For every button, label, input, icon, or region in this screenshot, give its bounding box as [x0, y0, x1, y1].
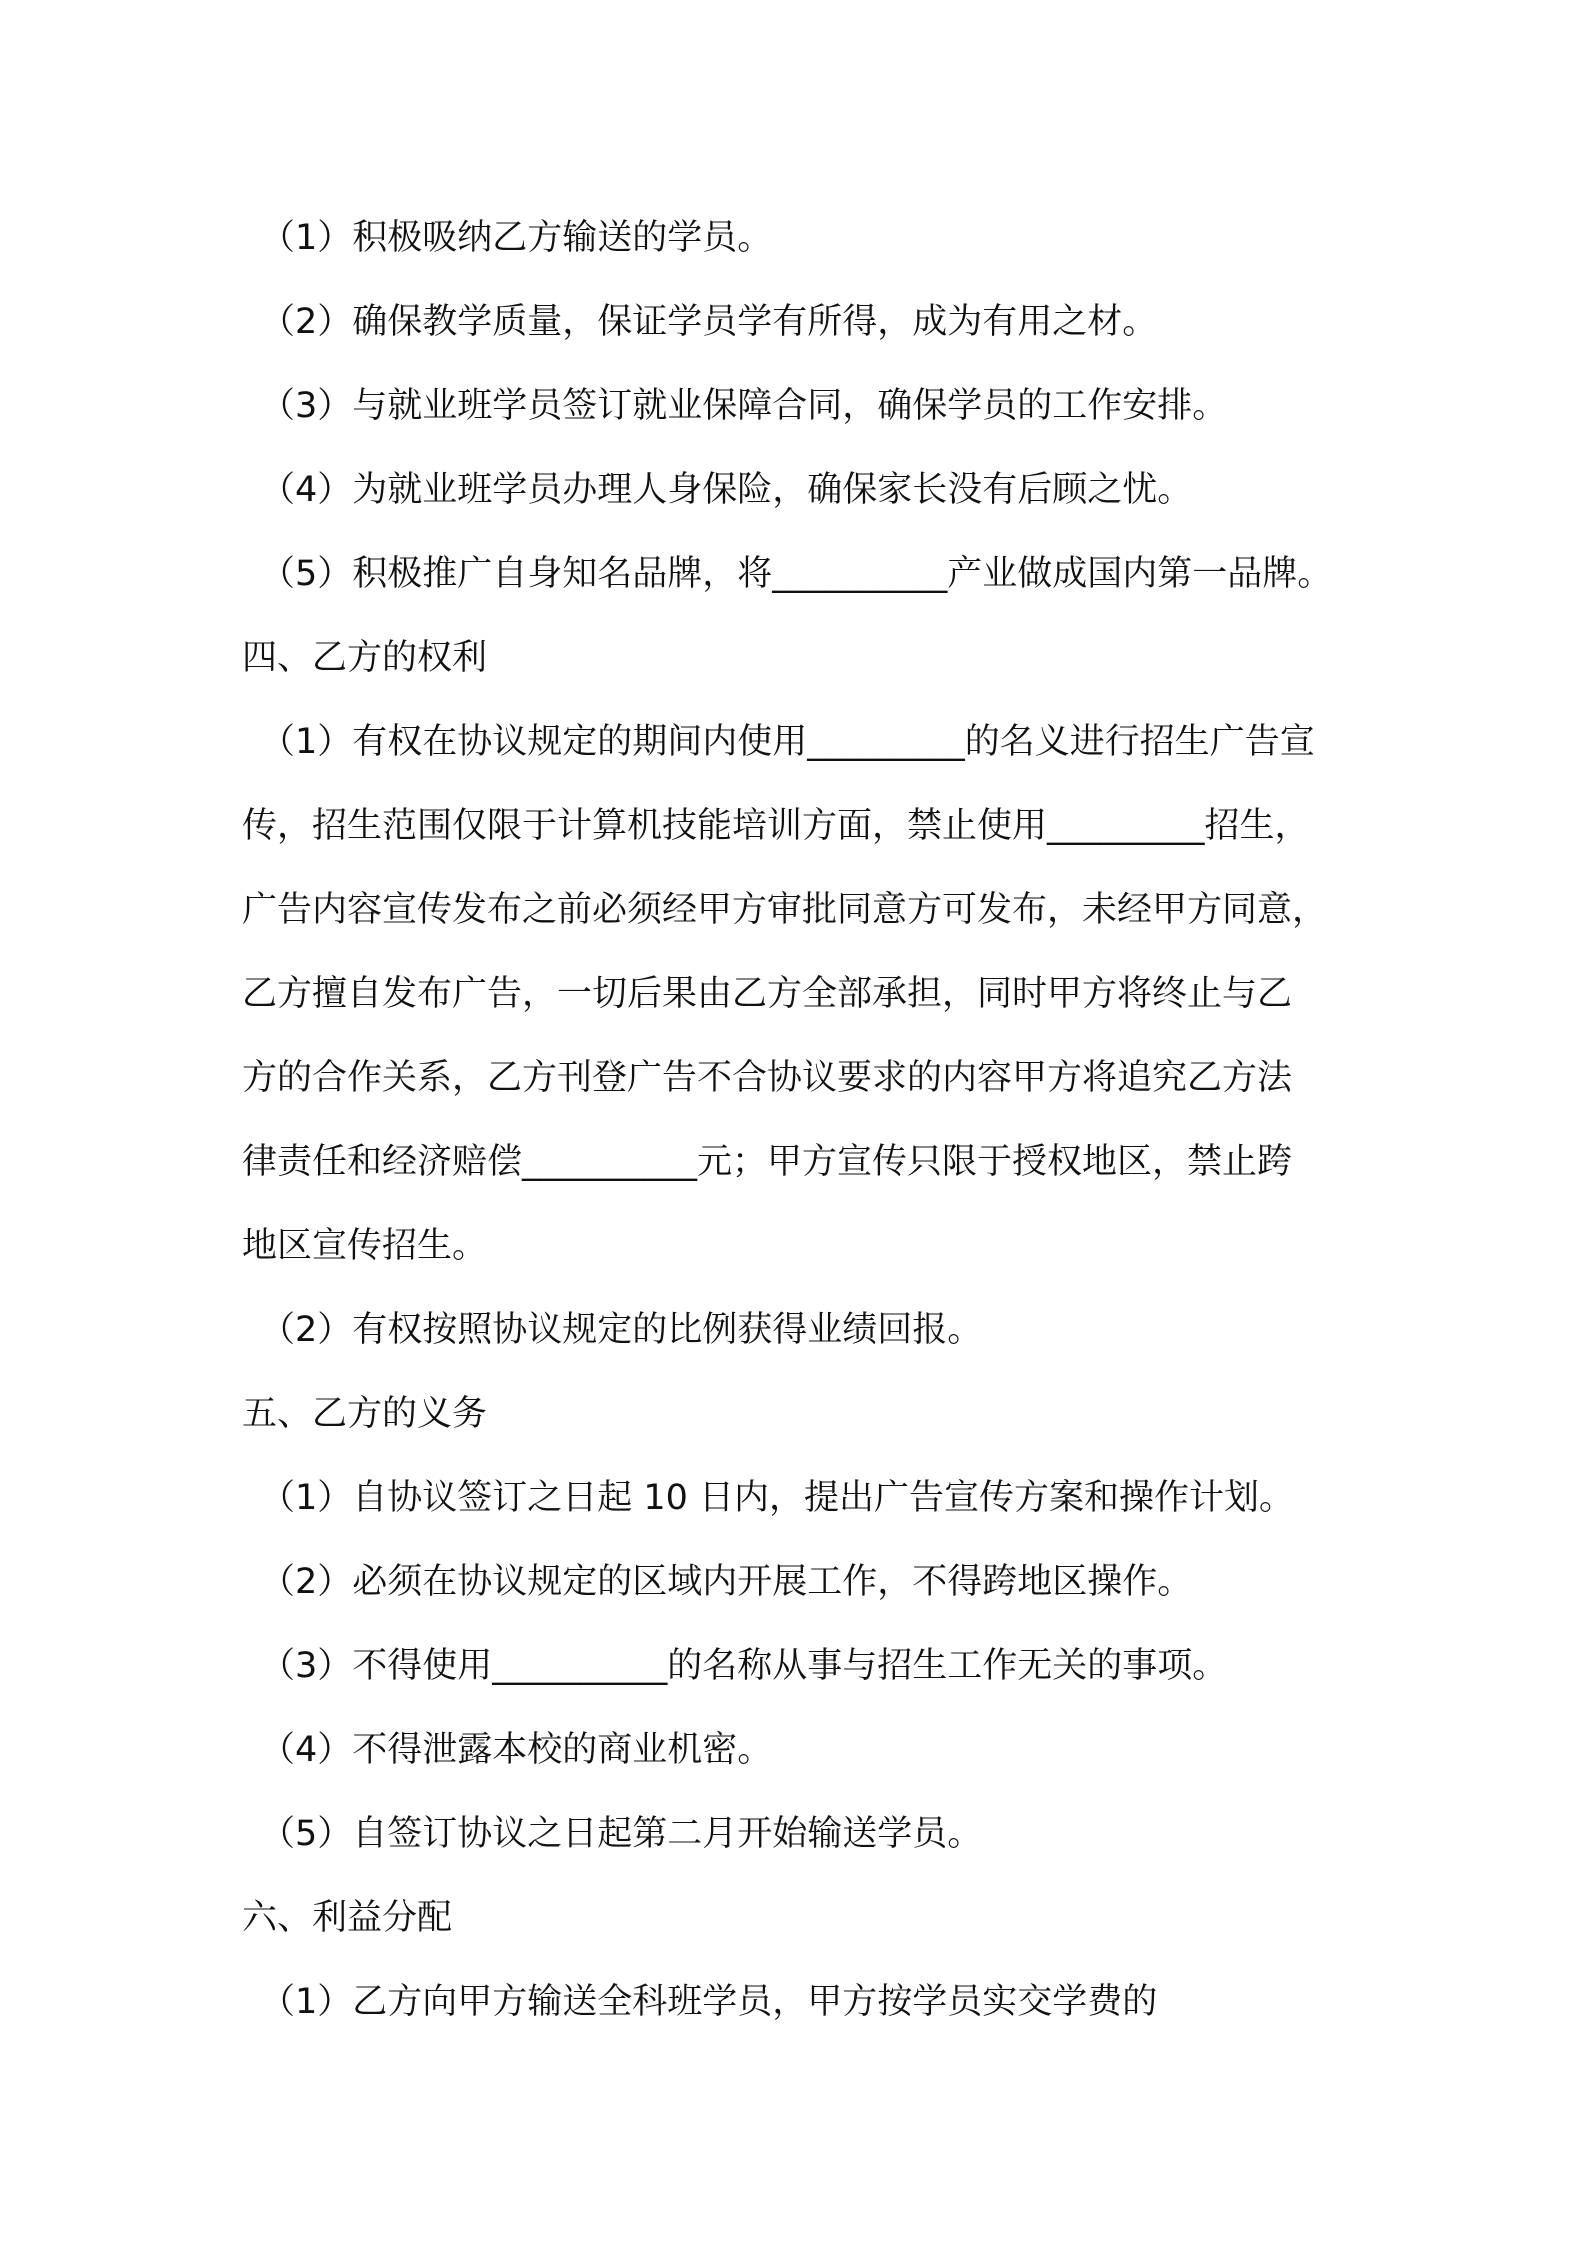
section4-item-1-line-6: 律责任和经济赔偿__________元；甲方宣传只限于授权地区，禁止跨 [242, 1142, 1293, 1182]
section5-item-4: （4）不得泄露本校的商业机密。 [260, 1730, 773, 1770]
section4-item-1-line-4: 乙方擅自发布广告，一切后果由乙方全部承担，同时甲方将终止与乙 [242, 974, 1293, 1014]
section4-item-1-line-7: 地区宣传招生。 [242, 1226, 488, 1266]
section5-item-1: （1）自协议签订之日起 10 日内，提出广告宣传方案和操作计划。 [260, 1478, 1295, 1518]
section3-item-4: （4）为就业班学员办理人身保险，确保家长没有后顾之忧。 [260, 470, 1193, 510]
document-page [242, 196, 1372, 2044]
section4-item-1-line-1: （1）有权在协议规定的期间内使用_________的名义进行招生广告宣 [260, 722, 1315, 762]
section3-item-3: （3）与就业班学员签订就业保障合同，确保学员的工作安排。 [260, 386, 1228, 426]
section4-heading: 四、乙方的权利 [242, 638, 488, 678]
section4-item-1 [242, 700, 1372, 1288]
section5-item-5: （5）自签订协议之日起第二月开始输送学员。 [260, 1814, 983, 1854]
section3-item-1: （1）积极吸纳乙方输送的学员。 [260, 218, 773, 258]
section4-item-1-line-3: 广告内容宣传发布之前必须经甲方审批同意方可发布，未经甲方同意， [242, 890, 1328, 930]
section4-item-2: （2）有权按照协议规定的比例获得业绩回报。 [260, 1310, 983, 1350]
section5-heading: 五、乙方的义务 [242, 1394, 488, 1434]
section5-item-3: （3）不得使用__________的名称从事与招生工作无关的事项。 [260, 1646, 1228, 1686]
section6-item-1: （1）乙方向甲方输送全科班学员，甲方按学员实交学费的 [260, 1982, 1158, 2022]
section5-item-2: （2）必须在协议规定的区域内开展工作，不得跨地区操作。 [260, 1562, 1193, 1602]
section3-item-5: （5）积极推广自身知名品牌，将__________产业做成国内第一品牌。 [260, 554, 1333, 594]
section3-item-2: （2）确保教学质量，保证学员学有所得，成为有用之材。 [260, 302, 1158, 342]
section6-heading: 六、利益分配 [242, 1898, 453, 1938]
section4-item-1-line-5: 方的合作关系，乙方刊登广告不合协议要求的内容甲方将追究乙方法 [242, 1058, 1293, 1098]
section4-item-1-line-2: 传，招生范围仅限于计算机技能培训方面，禁止使用_________招生， [242, 806, 1310, 846]
